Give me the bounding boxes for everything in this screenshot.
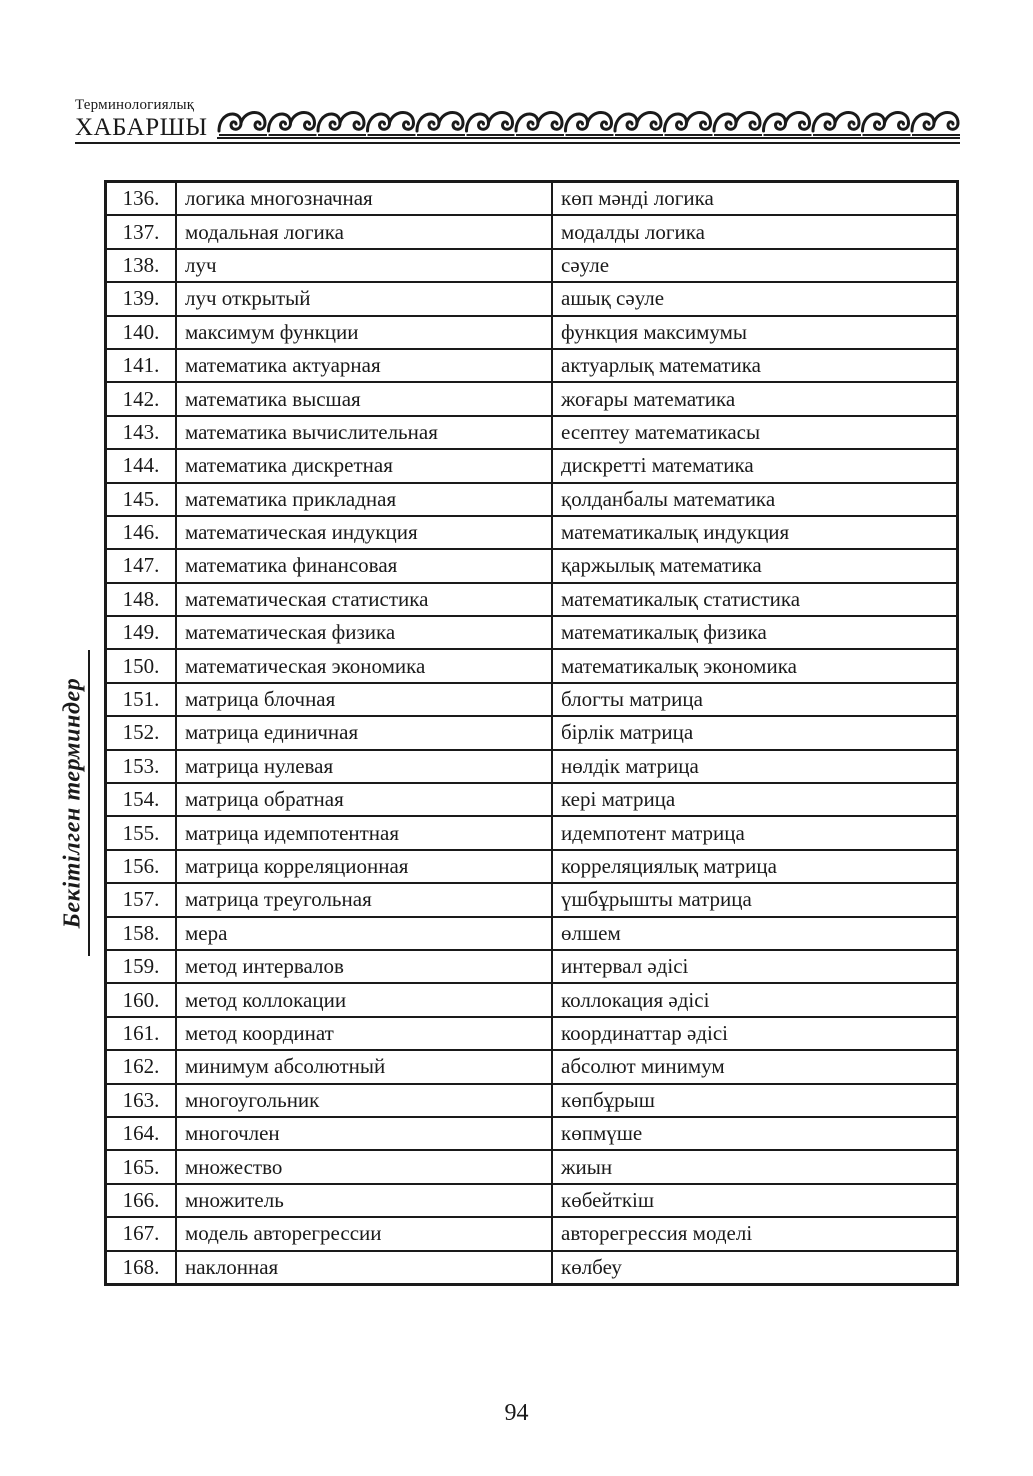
term-number: 163. xyxy=(106,1084,177,1117)
table-row xyxy=(106,483,958,516)
term-number: 152. xyxy=(106,716,177,749)
term-number: 153. xyxy=(106,750,177,783)
term-kazakh: математикалық физика xyxy=(552,616,958,649)
table-row xyxy=(106,649,958,682)
term-russian: мера xyxy=(176,917,552,950)
term-number: 147. xyxy=(106,549,177,582)
term-russian: математика прикладная xyxy=(176,483,552,516)
term-kazakh: корреляциялық матрица xyxy=(552,850,958,883)
term-number: 162. xyxy=(106,1050,177,1083)
table-row xyxy=(106,716,958,749)
term-kazakh: математикалық индукция xyxy=(552,516,958,549)
term-russian: минимум абсолютный xyxy=(176,1050,552,1083)
term-number: 157. xyxy=(106,883,177,916)
side-label-bar xyxy=(88,650,90,956)
term-russian: логика многозначная xyxy=(176,182,552,216)
term-russian: луч открытый xyxy=(176,282,552,315)
term-number: 166. xyxy=(106,1184,177,1217)
table-row xyxy=(106,349,958,382)
term-russian: метод интервалов xyxy=(176,950,552,983)
term-russian: максимум функции xyxy=(176,316,552,349)
term-russian: модель авторегрессии xyxy=(176,1217,552,1250)
table-row xyxy=(106,516,958,549)
term-russian: матрица нулевая xyxy=(176,750,552,783)
table-row xyxy=(106,382,958,415)
term-russian: многочлен xyxy=(176,1117,552,1150)
table-row xyxy=(106,1184,958,1217)
table-row xyxy=(106,917,958,950)
term-number: 151. xyxy=(106,683,177,716)
term-number: 168. xyxy=(106,1251,177,1285)
term-number: 149. xyxy=(106,616,177,649)
term-kazakh: көпбұрыш xyxy=(552,1084,958,1117)
term-russian: математика вычислительная xyxy=(176,416,552,449)
term-number: 145. xyxy=(106,483,177,516)
term-kazakh: жоғары математика xyxy=(552,382,958,415)
term-number: 159. xyxy=(106,950,177,983)
term-russian: математическая экономика xyxy=(176,649,552,682)
term-russian: матрица корреляционная xyxy=(176,850,552,883)
table-row xyxy=(106,182,958,216)
term-russian: матрица треугольная xyxy=(176,883,552,916)
term-kazakh: функция максимумы xyxy=(552,316,958,349)
term-russian: луч xyxy=(176,249,552,282)
term-kazakh: көп мәнді логика xyxy=(552,182,958,216)
term-number: 165. xyxy=(106,1150,177,1183)
table-row xyxy=(106,549,958,582)
term-number: 148. xyxy=(106,583,177,616)
term-number: 156. xyxy=(106,850,177,883)
term-number: 143. xyxy=(106,416,177,449)
term-russian: математика высшая xyxy=(176,382,552,415)
term-kazakh: көлбеу xyxy=(552,1251,958,1285)
table-row xyxy=(106,850,958,883)
term-kazakh: өлшем xyxy=(552,917,958,950)
term-kazakh: нөлдік матрица xyxy=(552,750,958,783)
term-kazakh: интервал әдісі xyxy=(552,950,958,983)
term-russian: множество xyxy=(176,1150,552,1183)
table-row xyxy=(106,215,958,248)
term-kazakh: ашық сәуле xyxy=(552,282,958,315)
term-kazakh: модалды логика xyxy=(552,215,958,248)
section-side-label xyxy=(56,650,90,956)
term-russian: математика финансовая xyxy=(176,549,552,582)
term-kazakh: актуарлық математика xyxy=(552,349,958,382)
table-row xyxy=(106,416,958,449)
table-row xyxy=(106,816,958,849)
header-rule xyxy=(75,142,960,144)
table-row xyxy=(106,583,958,616)
term-number: 140. xyxy=(106,316,177,349)
term-russian: математическая статистика xyxy=(176,583,552,616)
term-kazakh: үшбұрышты матрица xyxy=(552,883,958,916)
term-russian: модальная логика xyxy=(176,215,552,248)
table-row xyxy=(106,750,958,783)
term-russian: матрица блочная xyxy=(176,683,552,716)
term-number: 138. xyxy=(106,249,177,282)
table-row xyxy=(106,1117,958,1150)
term-russian: матрица идемпотентная xyxy=(176,816,552,849)
table-row xyxy=(106,449,958,482)
page-number: 94 xyxy=(504,1400,529,1426)
page-header xyxy=(75,98,960,146)
table-row xyxy=(106,950,958,983)
term-number: 137. xyxy=(106,215,177,248)
table-row xyxy=(106,316,958,349)
term-number: 141. xyxy=(106,349,177,382)
table-row xyxy=(106,282,958,315)
term-russian: метод коллокации xyxy=(176,983,552,1016)
term-kazakh: математикалық экономика xyxy=(552,649,958,682)
term-kazakh: блогты матрица xyxy=(552,683,958,716)
term-kazakh: жиын xyxy=(552,1150,958,1183)
term-russian: математика актуарная xyxy=(176,349,552,382)
term-russian: матрица обратная xyxy=(176,783,552,816)
term-russian: наклонная xyxy=(176,1251,552,1285)
table-row xyxy=(106,783,958,816)
term-kazakh: бірлік матрица xyxy=(552,716,958,749)
side-label-text: Бекітілген терминдер xyxy=(59,677,86,929)
term-kazakh: кері матрица xyxy=(552,783,958,816)
term-kazakh: коллокация әдісі xyxy=(552,983,958,1016)
term-number: 142. xyxy=(106,382,177,415)
term-number: 167. xyxy=(106,1217,177,1250)
term-kazakh: көбейткіш xyxy=(552,1184,958,1217)
table-row xyxy=(106,1251,958,1285)
table-row xyxy=(106,1017,958,1050)
term-kazakh: сәуле xyxy=(552,249,958,282)
term-number: 158. xyxy=(106,917,177,950)
table-row xyxy=(106,616,958,649)
term-kazakh: абсолют минимум xyxy=(552,1050,958,1083)
table-row xyxy=(106,983,958,1016)
journal-title-line2: ХАБАРШЫ xyxy=(75,114,208,141)
table-row xyxy=(106,1084,958,1117)
term-number: 136. xyxy=(106,182,177,216)
term-kazakh: қаржылық математика xyxy=(552,549,958,582)
term-number: 150. xyxy=(106,649,177,682)
term-number: 161. xyxy=(106,1017,177,1050)
term-russian: математика дискретная xyxy=(176,449,552,482)
term-russian: математическая физика xyxy=(176,616,552,649)
table-row xyxy=(106,1217,958,1250)
term-kazakh: қолданбалы математика xyxy=(552,483,958,516)
term-kazakh: координаттар әдісі xyxy=(552,1017,958,1050)
term-kazakh: дискретті математика xyxy=(552,449,958,482)
table-row xyxy=(106,883,958,916)
term-kazakh: көпмүше xyxy=(552,1117,958,1150)
journal-title-line1: Терминологиялық xyxy=(75,97,195,113)
term-number: 164. xyxy=(106,1117,177,1150)
terms-table-body xyxy=(106,182,958,1285)
term-kazakh: идемпотент матрица xyxy=(552,816,958,849)
term-number: 139. xyxy=(106,282,177,315)
table-row xyxy=(106,249,958,282)
term-russian: матрица единичная xyxy=(176,716,552,749)
term-kazakh: есептеу математикасы xyxy=(552,416,958,449)
table-row xyxy=(106,1050,958,1083)
term-number: 155. xyxy=(106,816,177,849)
scroll-ornament-icon xyxy=(217,101,960,141)
table-row xyxy=(106,683,958,716)
term-russian: метод координат xyxy=(176,1017,552,1050)
term-number: 154. xyxy=(106,783,177,816)
term-kazakh: авторегрессия моделі xyxy=(552,1217,958,1250)
table-row xyxy=(106,1150,958,1183)
term-number: 146. xyxy=(106,516,177,549)
term-kazakh: математикалық статистика xyxy=(552,583,958,616)
term-russian: множитель xyxy=(176,1184,552,1217)
term-russian: многоугольник xyxy=(176,1084,552,1117)
term-number: 160. xyxy=(106,983,177,1016)
journal-title xyxy=(75,98,208,140)
term-number: 144. xyxy=(106,449,177,482)
terms-table xyxy=(104,180,959,1286)
term-russian: математическая индукция xyxy=(176,516,552,549)
